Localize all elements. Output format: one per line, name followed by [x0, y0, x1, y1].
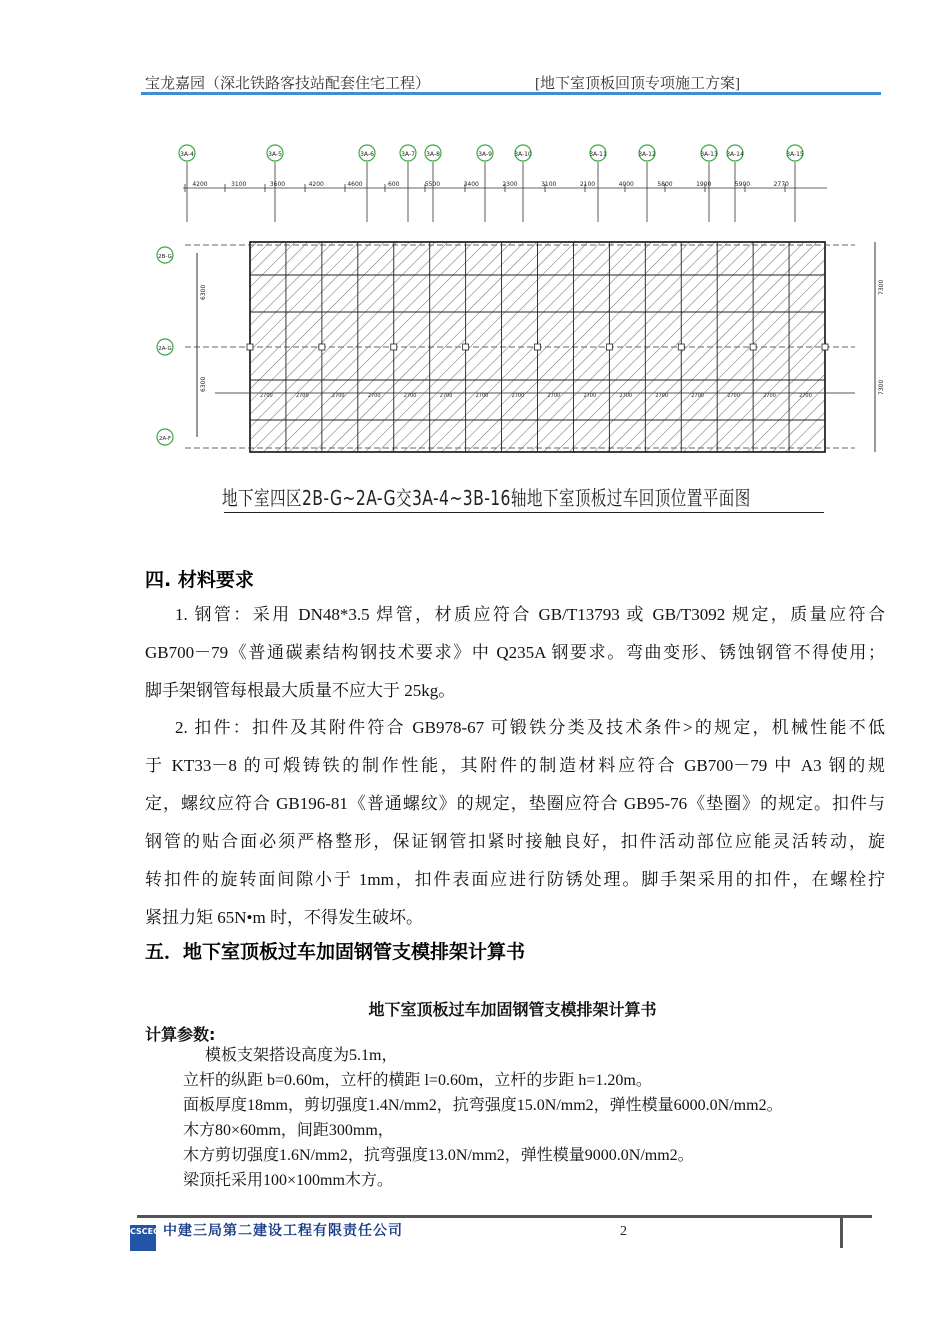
spacing-label: 5500	[424, 181, 441, 188]
axis-bubble-label: 3A-7	[401, 151, 415, 158]
inner-label: 2700	[655, 393, 669, 399]
inner-label: 2700	[295, 393, 309, 399]
param-line: 面板厚度18mm，剪切强度1.4N/mm2，抗弯强度15.0N/mm2，弹性模量6000.0N/mm2。	[183, 1097, 783, 1114]
spacing-label: 5800	[657, 181, 673, 188]
axis-bubble-label: 3A-11	[589, 151, 607, 158]
section-5-title: 五．地下室顶板过车加固钢管支模排架计算书	[145, 941, 526, 963]
axis-bubble-label: 3A-8	[426, 151, 440, 158]
plan-frame	[185, 242, 875, 452]
header-rule	[141, 92, 881, 95]
side-dimension-label: 6300	[200, 376, 207, 392]
inner-label: 2700	[547, 393, 561, 399]
spacing-label: 2300	[502, 181, 518, 188]
axis-bubble-label: 3A-10	[514, 151, 532, 158]
p2-line-2: 于 KT33－8 的可煅铸铁的制作性能，其附件的制造材料应符合 GB700－79 中 A3 钢的规	[145, 756, 885, 775]
inner-label: 2700	[619, 393, 633, 399]
inner-label: 2700	[799, 393, 812, 399]
floor-plan-svg	[155, 140, 890, 480]
caption-underline	[224, 512, 824, 513]
column-marker	[463, 344, 469, 350]
calc-params-label: 计算参数:	[145, 1025, 216, 1044]
footer-company-name: 中建三局第二建设工程有限责任公司	[163, 1223, 403, 1239]
column-marker	[822, 344, 828, 350]
param-line: 梁顶托采用100×100mm木方。	[183, 1172, 393, 1189]
footer-rule-vertical	[840, 1218, 843, 1248]
spacing-label: 600	[388, 181, 400, 188]
axis-bubble-label: 3A-4	[180, 151, 194, 158]
inner-label: 2700	[403, 393, 417, 399]
spacing-label: 2100	[579, 181, 596, 188]
inner-label: 2700	[331, 393, 345, 399]
spacing-label: 5900	[734, 181, 751, 188]
column-marker	[678, 344, 684, 350]
calc-params-list	[183, 1043, 783, 1193]
inner-label: 2700	[691, 393, 704, 399]
spacing-label: 4200	[192, 181, 208, 188]
param-line: 立杆的纵距 b=0.60m，立杆的横距 l=0.60m，立杆的步距 h=1.20m。	[183, 1072, 652, 1089]
inner-label: 2700	[763, 393, 776, 399]
row-bubble-label: 2A-G	[158, 346, 172, 352]
header-project-name: 宝龙嘉园（深北铁路客技站配套住宅工程）	[145, 76, 431, 92]
inner-label: 2700	[727, 393, 740, 399]
calc-book-title: 地下室顶板过车加固钢管支模排架计算书	[368, 1000, 657, 1019]
p1-line-1: 1. 钢管：采用 DN48*3.5 焊管，材质应符合 GB/T13793 或 GB/T3092 规定，质量应符合	[175, 605, 885, 624]
row-bubble-label: 2A-F	[158, 436, 172, 442]
axis-bubble-label: 3A-14	[726, 151, 744, 158]
p2-line-6: 紧扭力矩 65N•m 时，不得发生破坏。	[145, 908, 423, 927]
column-marker	[391, 344, 397, 350]
spacing-label: 3100	[541, 181, 557, 188]
row-bubble-label: 2B-G	[158, 254, 172, 260]
spacing-label: 2770	[773, 181, 789, 188]
inner-label: 2700	[367, 393, 381, 399]
spacing-label: 1900	[696, 181, 712, 188]
side-dimension-label: 6300	[200, 284, 207, 300]
column-marker	[750, 344, 756, 350]
column-marker	[606, 344, 612, 350]
inner-label: 2700	[475, 393, 489, 399]
inner-label: 2700	[439, 393, 453, 399]
inner-label: 2700	[260, 393, 273, 399]
section-4-paragraph-2	[145, 709, 885, 937]
param-line: 木方80×60mm，间距300mm，	[183, 1122, 394, 1139]
inner-label: 2700	[511, 393, 525, 399]
spacing-label: 3100	[231, 181, 247, 188]
page-header	[143, 68, 880, 94]
param-line: 模板支架搭设高度为5.1m，	[205, 1047, 398, 1064]
axis-bubble-label: 3A-13	[700, 151, 718, 158]
axis-bubble-label: 3A-6	[360, 151, 374, 158]
axis-bubble-label: 3A-9	[478, 151, 492, 158]
drawing-caption: 地下室四区2B-G~2A-G交3A-4~3B-16轴地下室顶板过车回顶位置平面图	[222, 486, 751, 510]
header-document-title: [地下室顶板回顶专项施工方案]	[535, 76, 740, 92]
floor-plan-drawing	[155, 140, 890, 520]
page-number: 2	[620, 1224, 627, 1239]
section-4-paragraph-1	[145, 596, 885, 710]
axis-bubble-label: 3A-12	[638, 151, 656, 158]
column-marker	[319, 344, 325, 350]
axis-bubble-label: 3A-15	[786, 151, 804, 158]
p1-line-2: GB700－79《普通碳素结构钢技术要求》中 Q235A 钢要求。弯曲变形、锈蚀钢管不得使用；	[145, 643, 885, 662]
param-line: 木方剪切强度1.6N/mm2，抗弯强度13.0N/mm2，弹性模量9000.0N/mm2。	[183, 1147, 694, 1164]
spacing-label: 4200	[308, 181, 324, 188]
footer-rule	[137, 1215, 872, 1218]
spacing-label: 4600	[347, 181, 363, 188]
column-marker	[535, 344, 541, 350]
spacing-label: 4000	[618, 181, 634, 188]
p2-line-3: 定，螺纹应符合 GB196-81《普通螺纹》的规定，垫圈应符合 GB95-76《垫圈》的规定。扣件与	[145, 794, 885, 813]
company-logo-icon: CSCEC	[130, 1225, 156, 1251]
spacing-label: 3600	[269, 181, 286, 188]
p2-line-5: 转扣件的旋转面间隙小于 1mm，扣件表面应进行防锈处理。脚手架采用的扣件，在螺栓拧	[145, 870, 885, 889]
spacing-label: 3400	[463, 181, 479, 188]
p2-line-4: 钢管的贴合面必须严格整形，保证钢管扣紧时接触良好，扣件活动部位应能灵活转动，旋	[145, 832, 885, 851]
section-4-title: 四. 材料要求	[145, 569, 254, 591]
right-dimension-label: 7300	[878, 279, 885, 295]
p2-line-1: 2. 扣件：扣件及其附件符合 GB978-67 可锻铁分类及技术条件>的规定，机械性能不低	[175, 718, 885, 737]
column-marker	[247, 344, 253, 350]
p1-line-3: 脚手架钢管每根最大质量不应大于 25kg。	[145, 681, 456, 700]
right-dimension-label: 7300	[878, 379, 885, 395]
axis-bubble-label: 3A-5	[268, 151, 282, 158]
inner-label: 2700	[583, 393, 597, 399]
